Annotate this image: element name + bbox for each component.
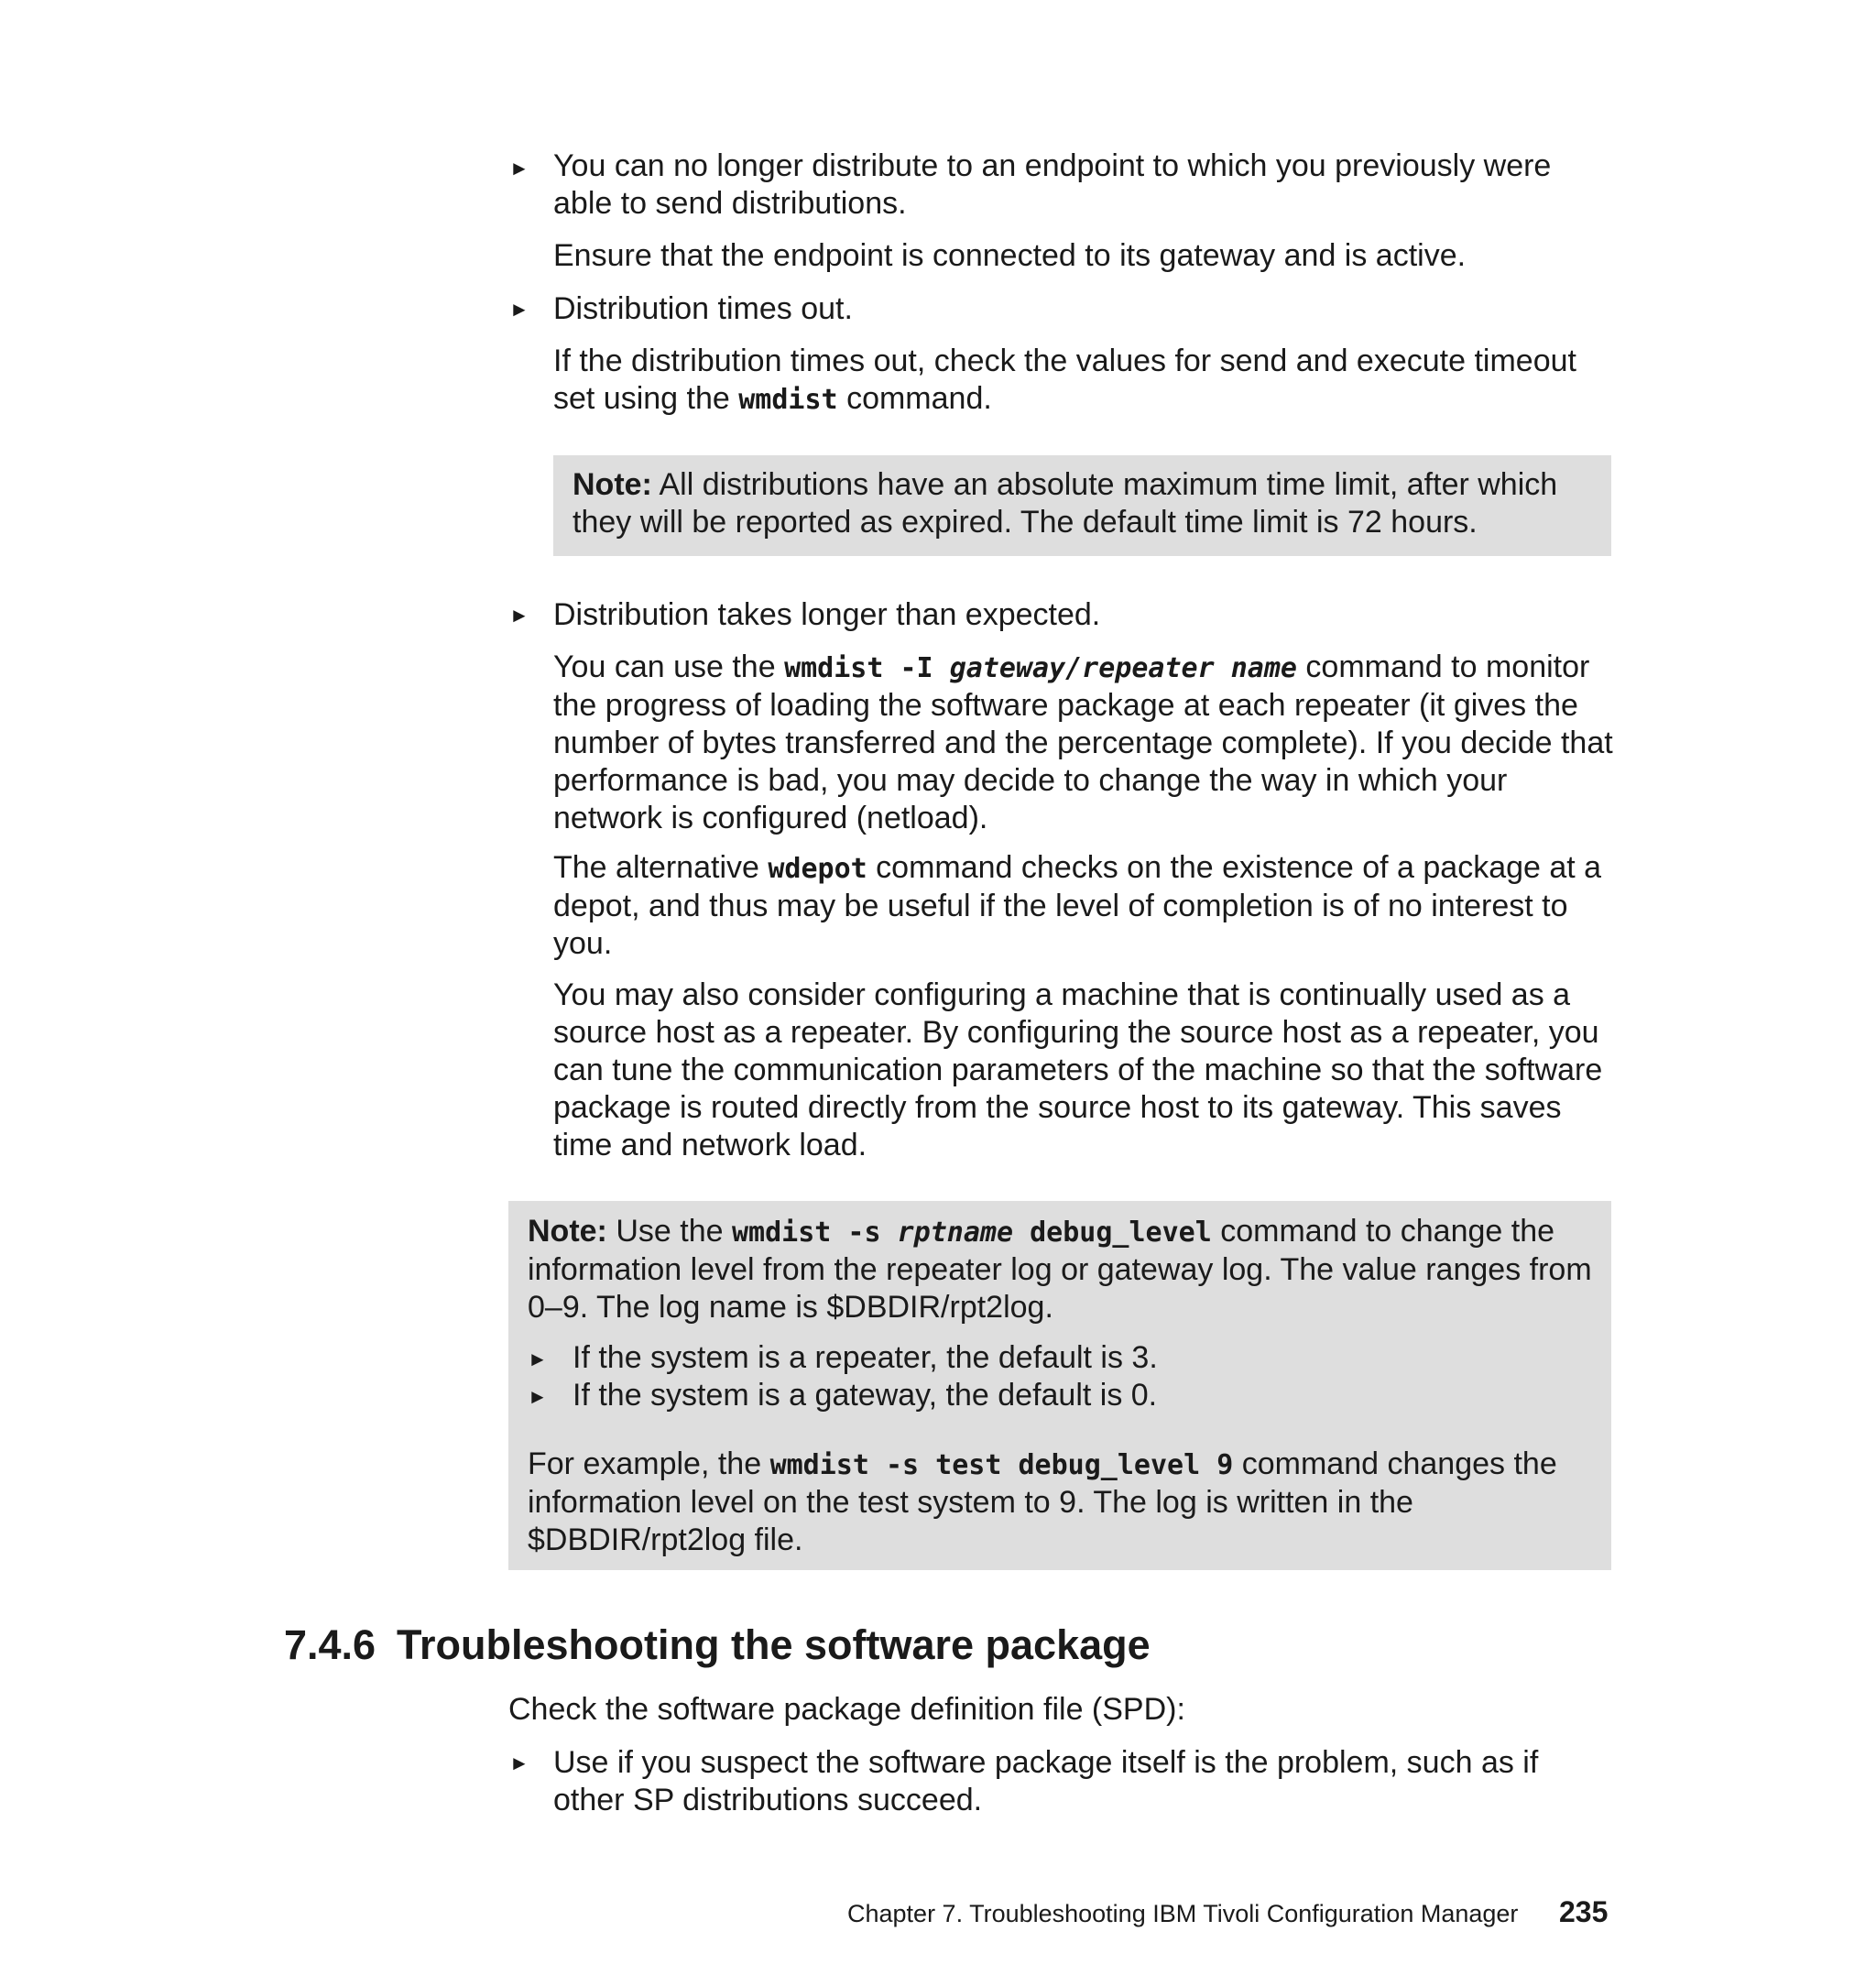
bullet-2-title: Distribution times out. xyxy=(553,291,853,326)
note-label: Note: xyxy=(573,467,652,502)
command-code: wmdist -s xyxy=(731,1217,898,1249)
footer-chapter: Chapter 7. Troubleshooting IBM Tivoli Configuration Manager xyxy=(847,1900,1519,1927)
section-number: 7.4.6 xyxy=(284,1621,376,1668)
note-2-list-item: If the system is a gateway, the default is 0. xyxy=(573,1378,1158,1413)
command-code: wdepot xyxy=(768,853,867,885)
bullet-3-para-2: The alternative wdepot command checks on the existence of a package at a depot, and thus may be useful if the level of completion is of no interest to you. xyxy=(553,850,1602,961)
command-code: wmdist xyxy=(738,384,838,416)
bullet-arrow-icon: ► xyxy=(528,1348,548,1370)
note-1-text: Note: All distributions have an absolute maximum time limit, after which they will be reported as expired. The default time limit is 72 hours. xyxy=(573,467,1558,540)
note-2-para-1: Note: Use the wmdist -s rptname debug_level command to change the information level from the repeater log or gateway log. The value ranges from 0–9. The log name is $DBDIR/rpt2log. xyxy=(528,1214,1592,1325)
bullet-arrow-icon: ► xyxy=(509,157,529,180)
section-bullet: Use if you suspect the software package itself is the problem, such as if other SP distributions succeed. xyxy=(553,1745,1539,1817)
command-code: wmdist -I xyxy=(784,652,950,684)
section-intro: Check the software package definition file (SPD): xyxy=(508,1692,1185,1727)
bullet-arrow-icon: ► xyxy=(509,298,529,321)
bullet-arrow-icon: ► xyxy=(509,604,529,627)
command-argument: gateway/repeater name xyxy=(949,652,1297,684)
bullet-2-body: If the distribution times out, check the values for send and execute timeout set using the wmdist command. xyxy=(553,344,1576,416)
bullet-arrow-icon: ► xyxy=(528,1385,548,1408)
bullet-3-para-3: You may also consider configuring a machine that is continually used as a source host as a repeater. By configuring the source host as a repeater, you can tune the communication parameters of the machine so that the software package is routed directly from the source host to its gateway. This saves time and network load. xyxy=(553,977,1603,1162)
command-code: debug_level xyxy=(1013,1217,1212,1249)
note-label: Note: xyxy=(528,1214,607,1249)
command-argument: rptname xyxy=(897,1217,1014,1249)
bullet-3-title: Distribution takes longer than expected. xyxy=(553,597,1101,632)
note-2-list-item: If the system is a repeater, the default is 3. xyxy=(573,1340,1158,1375)
command-code: wmdist -s test debug_level 9 xyxy=(769,1449,1234,1481)
bullet-1-title: You can no longer distribute to an endpoint to which you previously were able to send distributions. xyxy=(553,148,1552,221)
note-2-para-2: For example, the wmdist -s test debug_level 9 command changes the information level on the test system to 9. The log is written in the $DBDIR/rpt2log file. xyxy=(528,1446,1557,1557)
bullet-arrow-icon: ► xyxy=(509,1751,529,1774)
section-title: Troubleshooting the software package xyxy=(397,1621,1151,1668)
page-number: 235 xyxy=(1559,1895,1609,1928)
bullet-3-para-1: You can use the wmdist -I gateway/repeater name command to monitor the progress of loading the software package at each repeater (it gives the number of bytes transferred and the percentage complete). If you decide that performance is bad, you may decide to change the way in which your network is configured (netload). xyxy=(553,649,1613,835)
bullet-1-body: Ensure that the endpoint is connected to its gateway and is active. xyxy=(553,238,1467,273)
